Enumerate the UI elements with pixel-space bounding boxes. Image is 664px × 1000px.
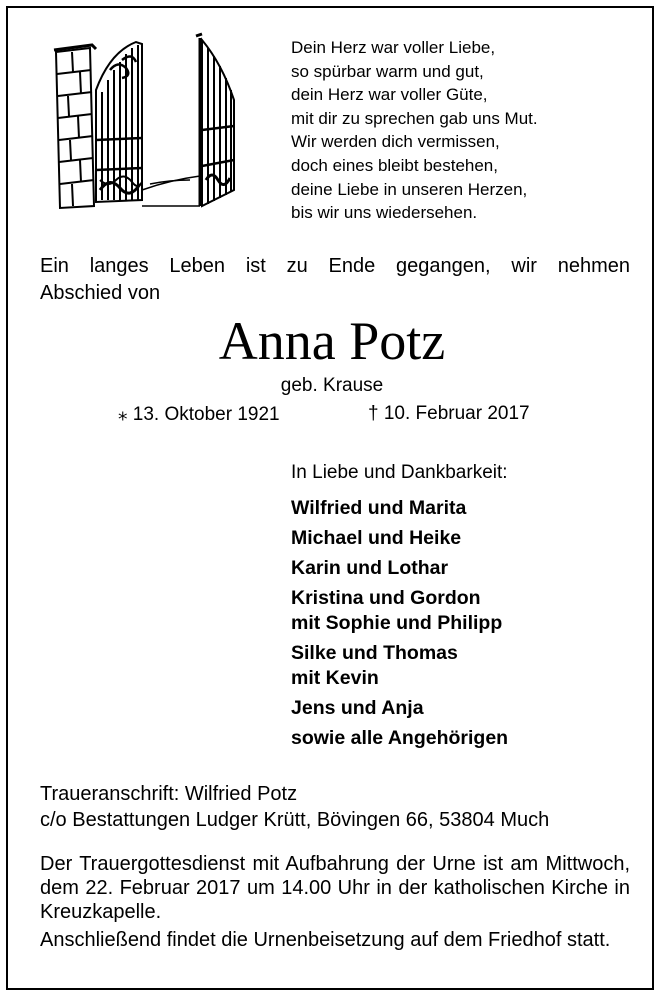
poem-line: Dein Herz war voller Liebe, xyxy=(291,38,496,57)
garden-path xyxy=(142,176,200,206)
intro-text xyxy=(40,253,630,307)
poem-line: doch eines bleibt bestehen, xyxy=(291,155,498,175)
mourner-line: Michael und Heike xyxy=(291,527,462,549)
poem-line: dein Herz war voller Güte, xyxy=(291,85,488,105)
address-line: c/o Bestattungen Ludger Krütt, Bövingen 66, 53804 Much xyxy=(40,809,550,831)
intro-line: Abschied von xyxy=(40,282,161,304)
mourner-group xyxy=(291,586,508,636)
mourner-group xyxy=(291,556,508,581)
poem-line: mit dir zu sprechen gab uns Mut. xyxy=(291,108,538,128)
poem-line: Wir werden dich vermissen, xyxy=(291,132,500,152)
deceased-name: Anna Potz xyxy=(218,311,446,371)
mourner-group xyxy=(291,641,508,691)
poem-line: bis wir uns wiedersehen. xyxy=(291,203,478,223)
poem-line: deine Liebe in unseren Herzen, xyxy=(291,179,528,199)
right-gate-leaf xyxy=(202,40,234,206)
mourning-address xyxy=(40,781,549,833)
mourner-line: Kristina und Gordon xyxy=(291,587,481,609)
mourner-line: Wilfried und Marita xyxy=(291,497,467,519)
poem-line: so spürbar warm und gut, xyxy=(291,61,484,81)
mourner-group xyxy=(291,496,508,521)
poem xyxy=(291,36,538,225)
mourner-line: sowie alle Angehörigen xyxy=(291,727,509,749)
address-line: Traueranschrift: Wilfried Potz xyxy=(40,783,298,805)
mourner-line: mit Sophie und Philipp xyxy=(291,612,503,634)
maiden-name: geb. Krause xyxy=(280,375,384,396)
mourners-list xyxy=(291,496,508,756)
burial-paragraph: Anschließend findet die Urnenbeisetzung auf dem Friedhof statt. xyxy=(40,929,611,951)
mourners-intro: In Liebe und Dankbarkeit: xyxy=(291,462,508,483)
mourner-line: Silke und Thomas xyxy=(291,642,458,664)
birth-date: ⁎ 13. Oktober 1921 xyxy=(118,404,280,425)
mourner-line: Jens und Anja xyxy=(291,697,424,719)
mourner-line: mit Kevin xyxy=(291,667,379,689)
stone-pillar xyxy=(54,45,96,208)
mourner-group xyxy=(291,696,508,721)
mourner-line: Karin und Lothar xyxy=(291,557,449,579)
service-info xyxy=(40,852,630,956)
open-gate-illustration xyxy=(50,30,240,210)
service-paragraph: Der Trauergottesdienst mit Aufbahrung der Urne ist am Mittwoch, dem 22. Februar 2017 um 14.00 Uhr in der katholischen Kirche in Kreuzkapelle. xyxy=(40,853,630,923)
mourner-group xyxy=(291,726,508,751)
death-date: † 10. Februar 2017 xyxy=(368,403,530,424)
left-gate-leaf xyxy=(96,42,142,202)
mourner-group xyxy=(291,526,508,551)
intro-line: Ein langes Leben ist zu Ende gegangen, wir nehmen xyxy=(40,255,630,277)
